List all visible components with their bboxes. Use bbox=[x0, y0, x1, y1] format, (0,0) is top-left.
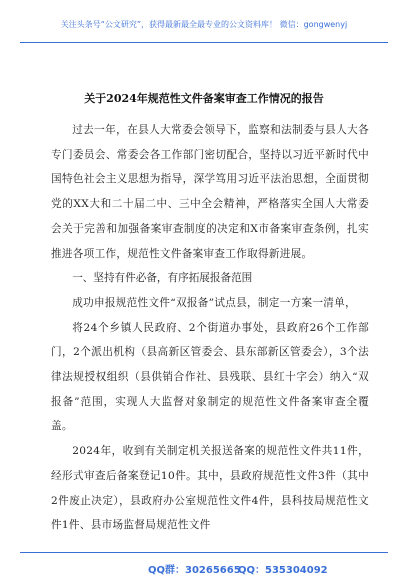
footer-qq-contact: QQ：535304092 bbox=[238, 565, 328, 576]
paragraph-intro: 过去一年，在县人大常委会领导下，监察和法制委与县人大各专门委员会、常委会各工作部门密切配合，坚持以习近平新时代中国特色社会主义思想为指导，深学笃用习近平法治思想，全面贯彻党的XX大和二十届二中、三中全会精神，严格落实全国人大常委会关于完善和加强备案审查制度的决定和X市备案审查条例，扎实推进各项工作，规范性文件备案审查工作取得新进展。 bbox=[51, 124, 369, 260]
paragraph-scope: 将24个乡镇人民政府、2个街道办事处，县政府26个工作部门，2个派出机构（县高新区管委会、县东部新区管委会），3个法律法规授权组织（县供销合作社、县残联、县红十字会）纳入“双报备”范围，实现人大监督对象制定的规范性文件备案审查全覆盖。 bbox=[51, 321, 369, 433]
section-heading-1: 一、坚持有件必备，有序拓展报备范围 bbox=[72, 272, 253, 285]
document-body bbox=[51, 118, 369, 538]
header-banner bbox=[20, 8, 388, 43]
banner-text: 关注头条号“公文研究”，获得最新最全最专业的公文资料库！ 微信：gongwenyj bbox=[60, 20, 348, 29]
paragraph-pilot: 成功申报规范性文件“双报备”试点县，制定一方案一清单， bbox=[72, 296, 356, 309]
document-title: 关于2024年规范性文件备案审查工作情况的报告 bbox=[84, 92, 324, 105]
footer-qq-group: QQ群：30265665 bbox=[148, 565, 241, 576]
footer-bar bbox=[20, 552, 388, 581]
paragraph-statistics: 2024年，收到有关制定机关报送备案的规范性文件共11件，经形式审查后备案登记10件。其中，县政府规范性文件3件（其中2件废止决定），县政府办公室规范性文件4件，县科技局规范性文件1件、县市场监督局规范性文件 bbox=[51, 445, 369, 532]
